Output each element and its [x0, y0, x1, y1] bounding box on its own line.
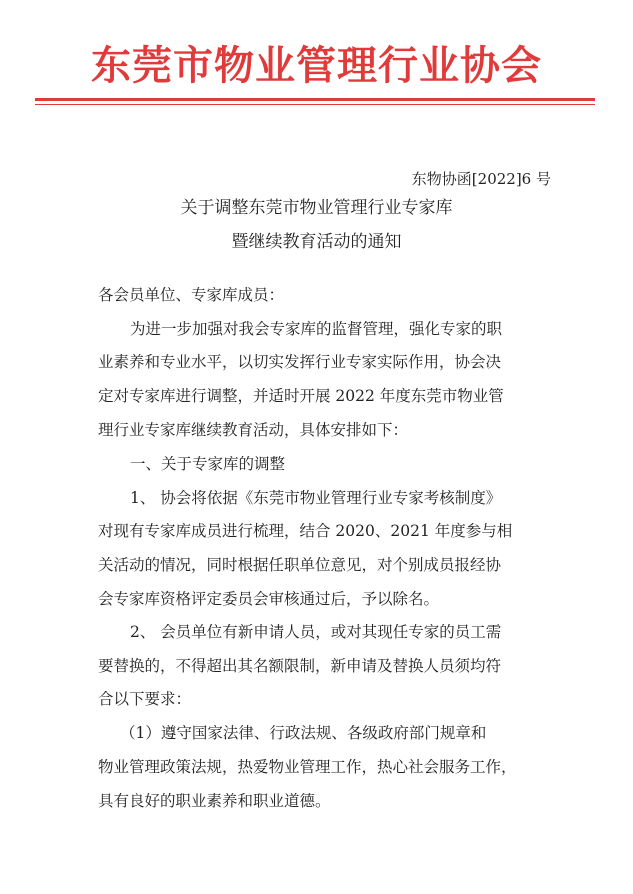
document-title-line-2: 暨继续教育活动的通知 — [231, 232, 402, 252]
body-paragraph-line: 合以下要求： — [98, 690, 192, 708]
body-paragraph-line: 物业管理政策法规，热爱物业管理工作，热心社会服务工作， — [98, 758, 517, 776]
body-paragraph-line: 定对专家库进行调整，并适时开展 2022 年度东莞市物业管 — [98, 387, 504, 405]
letterhead-org-name: 东莞市物业管理行业协会 — [91, 42, 542, 89]
body-paragraph-line: 理行业专家库继续教育活动，具体安排如下： — [98, 421, 409, 439]
salutation: 各会员单位、专家库成员： — [98, 286, 285, 304]
letterhead-rule-thick — [35, 98, 595, 101]
document-number: 东物协函[2022]6 号 — [411, 170, 551, 188]
body-paragraph-line: 业素养和专业水平，以切实发挥行业专家实际作用，协会决 — [98, 353, 502, 371]
body-paragraph-line: 1、 协会将依据《东莞市物业管理行业专家考核制度》 — [130, 489, 502, 507]
letterhead-rule-thin — [35, 104, 595, 105]
section-heading: 一、关于专家库的调整 — [130, 455, 286, 473]
body-paragraph-line: （1）遵守国家法律、行政法规、各级政府部门规章和 — [120, 724, 487, 742]
body-paragraph-line: 为进一步加强对我会专家库的监督管理，强化专家的职 — [130, 320, 503, 338]
document-title-line-1: 关于调整东莞市物业管理行业专家库 — [180, 198, 453, 218]
body-paragraph-line: 对现有专家库成员进行梳理，结合 2020、2021 年度参与相 — [98, 522, 513, 540]
body-paragraph-line: 会专家库资格评定委员会审核通过后，予以除名。 — [98, 590, 440, 608]
body-paragraph-line: 具有良好的职业素养和职业道德。 — [98, 792, 331, 810]
body-paragraph-line: 关活动的情况，同时根据任职单位意见，对个别成员报经协 — [98, 556, 502, 574]
body-paragraph-line: 2、 会员单位有新申请人员，或对其现任专家的员工需 — [130, 623, 502, 641]
body-paragraph-line: 要替换的，不得超出其名额限制，新申请及替换人员须均符 — [98, 657, 502, 675]
